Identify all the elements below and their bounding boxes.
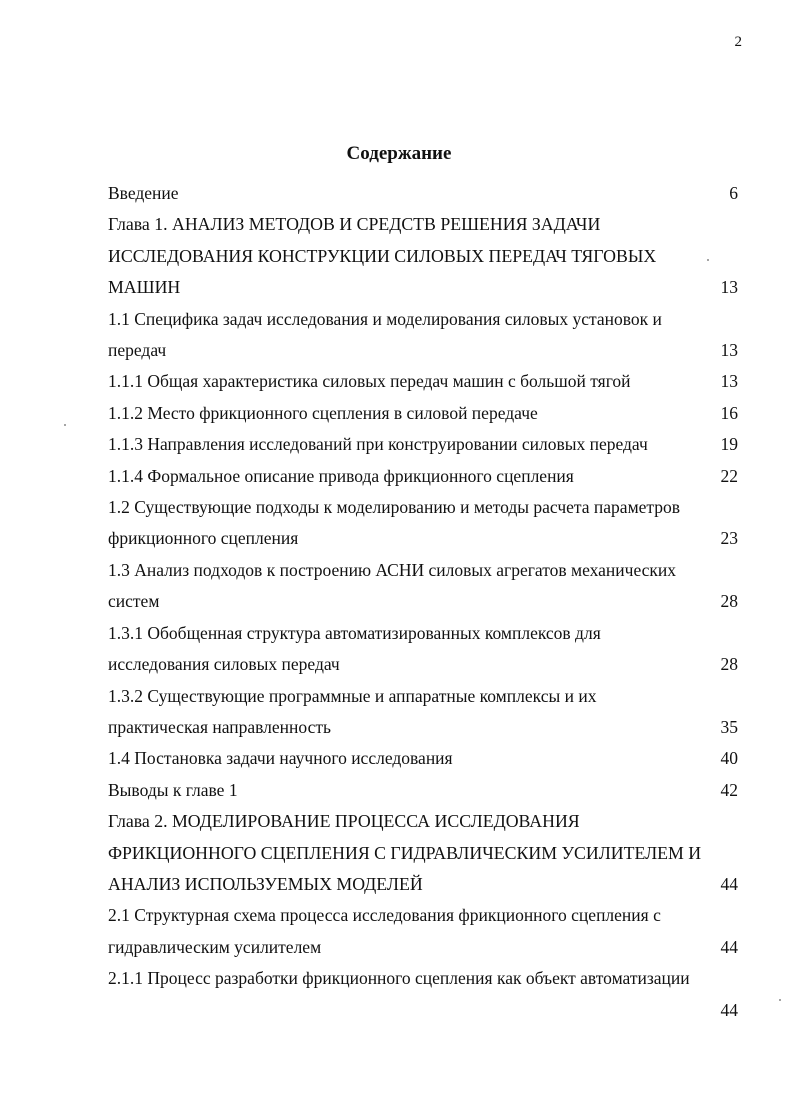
toc-entry-page: 16 (720, 402, 738, 423)
toc-entry-line: 1.4 Постановка задачи научного исследования (108, 748, 453, 769)
toc-entry (108, 743, 738, 774)
toc-entry-line: практическая направленность (108, 716, 331, 737)
toc-entry-page: 44 (720, 936, 738, 957)
toc-entry-page: 35 (720, 716, 738, 737)
toc-entry-line: ФРИКЦИОННОГО СЦЕПЛЕНИЯ С ГИДРАВЛИЧЕСКИМ УСИЛИТЕЛЕМ И (108, 842, 702, 863)
toc-entry (108, 900, 738, 963)
toc-entry (108, 775, 738, 806)
toc-entry-text (108, 618, 709, 681)
toc-entry-page: 28 (720, 591, 738, 612)
toc-entry-text (108, 429, 709, 460)
toc-entry-line: 2.1.1 Процесс разработки фрикционного сцепления как объект автоматизации (108, 968, 690, 989)
toc-entry-line: 1.1.2 Место фрикционного сцепления в силовой передаче (108, 402, 538, 423)
toc-entry-line: Выводы к главе 1 (108, 779, 238, 800)
toc-entry-line (108, 995, 709, 1026)
toc-entry-text (108, 743, 709, 774)
toc-entry-text (108, 178, 717, 209)
toc-entry-text (108, 398, 709, 429)
toc-entry-line: Введение (108, 183, 179, 203)
scan-speck (707, 259, 709, 261)
toc-entry-line: гидравлическим усилителем (108, 936, 322, 957)
toc-entry (108, 304, 738, 367)
toc-entry-line: 1.1 Специфика задач исследования и моделирования силовых установок и (108, 308, 662, 329)
toc-entry-page: 13 (720, 277, 738, 298)
scan-speck (779, 999, 781, 1001)
toc-entry-text (108, 366, 709, 397)
toc-entry (108, 366, 738, 397)
toc-entry-line: фрикционного сцепления (108, 528, 299, 549)
toc-entry-line: 1.1.3 Направления исследований при конструировании силовых передач (108, 434, 648, 455)
toc-entry-text (108, 304, 709, 367)
toc-entry (108, 806, 738, 900)
toc-entry-page: 22 (720, 465, 738, 486)
page-number: 2 (734, 34, 742, 50)
toc-entry-line: 1.3.2 Существующие программные и аппаратные комплексы и их (108, 685, 597, 706)
toc-entry-line: ИССЛЕДОВАНИЯ КОНСТРУКЦИИ СИЛОВЫХ ПЕРЕДАЧ ТЯГОВЫХ (108, 245, 657, 266)
toc-entry-page: 13 (720, 340, 738, 361)
toc-entry-line: 1.3 Анализ подходов к построению АСНИ силовых агрегатов механических (108, 559, 677, 580)
toc-entry-text (108, 806, 709, 900)
toc-entry (108, 963, 738, 1026)
toc-entry-page: 6 (729, 183, 738, 203)
toc-entry-line: передач (108, 340, 167, 361)
toc-entry-page: 44 (720, 873, 738, 894)
toc-entry-page: 40 (720, 748, 738, 769)
toc-entry (108, 398, 738, 429)
toc-entry-line: 2.1 Структурная схема процесса исследования фрикционного сцепления с (108, 905, 661, 926)
toc-entry-line: исследования силовых передач (108, 654, 340, 675)
scan-speck (64, 424, 66, 426)
toc-entry-page: 23 (720, 528, 738, 549)
toc-entry-text (108, 775, 709, 806)
toc-entry (108, 209, 738, 303)
toc-entry (108, 461, 738, 492)
toc-entry-text (108, 681, 709, 744)
toc-entry-text (108, 900, 709, 963)
toc-entry (108, 555, 738, 618)
toc-entry-text (108, 492, 709, 555)
toc-entry-text (108, 461, 709, 492)
toc-entry-page: 13 (720, 371, 738, 392)
toc-entry-line: АНАЛИЗ ИСПОЛЬЗУЕМЫХ МОДЕЛЕЙ (108, 873, 423, 894)
toc-entry (108, 178, 738, 209)
toc-entry (108, 618, 738, 681)
toc-entry-line: 1.1.1 Общая характеристика силовых передач машин с большой тягой (108, 371, 631, 392)
toc-entry (108, 492, 738, 555)
toc-entry-line: Глава 2. МОДЕЛИРОВАНИЕ ПРОЦЕССА ИССЛЕДОВАНИЯ (108, 811, 580, 832)
toc-entry-text (108, 555, 709, 618)
toc-entry-text (108, 209, 709, 303)
toc-entry-line: 1.2 Существующие подходы к моделированию и методы расчета параметров (108, 497, 681, 518)
toc-entry-page: 44 (720, 999, 738, 1020)
toc-entry-line: МАШИН (108, 277, 181, 298)
toc-entry-page: 28 (720, 654, 738, 675)
toc-entry (108, 429, 738, 460)
toc-entry-line: Глава 1. АНАЛИЗ МЕТОДОВ И СРЕДСТВ РЕШЕНИЯ ЗАДАЧИ (108, 214, 601, 235)
toc-entry-line: систем (108, 591, 160, 612)
toc-entry-page: 42 (720, 779, 738, 800)
toc-entry-page: 19 (720, 434, 738, 455)
toc-entry-line: 1.3.1 Обобщенная структура автоматизированных комплексов для (108, 622, 601, 643)
toc-title: Содержание (346, 143, 452, 164)
table-of-contents (108, 178, 738, 1026)
toc-entry-line: 1.1.4 Формальное описание привода фрикционного сцепления (108, 465, 574, 486)
toc-entry-text (108, 963, 709, 1026)
toc-entry (108, 681, 738, 744)
